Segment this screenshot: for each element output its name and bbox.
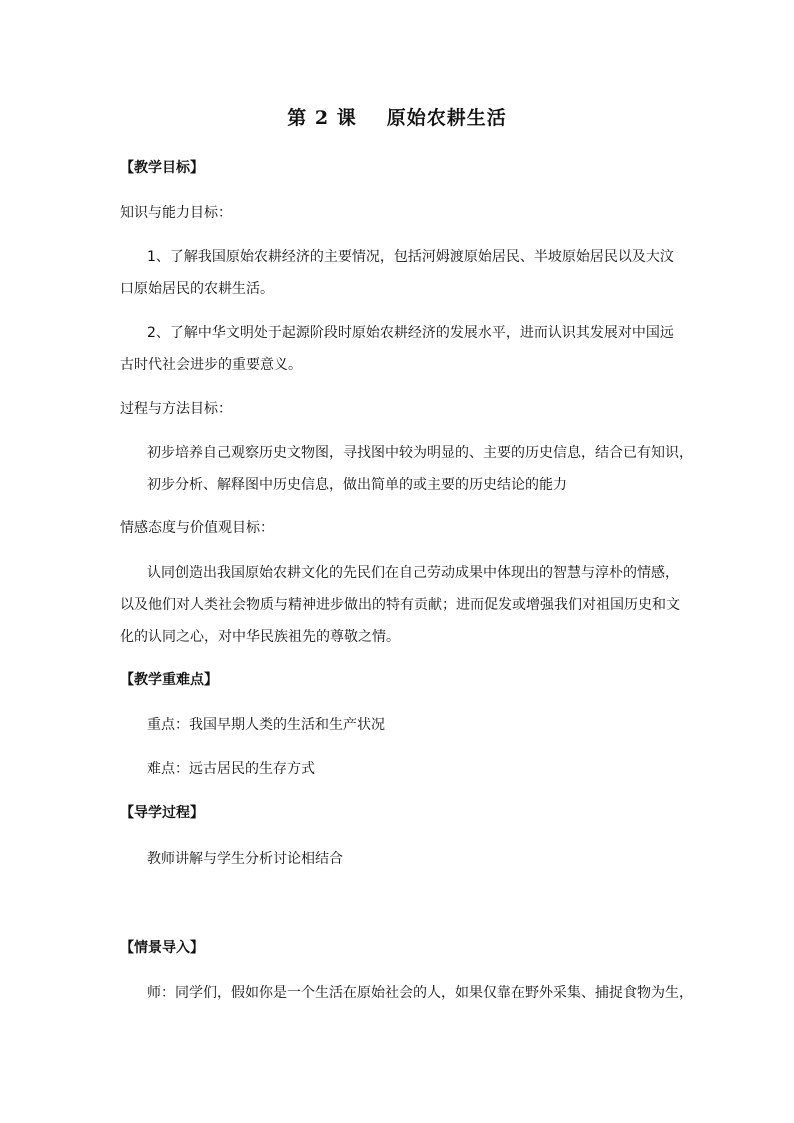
- process-heading: 过程与方法目标：: [120, 401, 232, 417]
- guide-text: 教师讲解与学生分析讨论相结合: [147, 851, 343, 867]
- emotion-line-3: 化的认同之心，对中华民族祖先的尊敬之情。: [120, 629, 400, 645]
- emotion-heading: 情感态度与价值观目标：: [120, 520, 274, 536]
- knowledge-item-2-line-2: 古时代社会进步的重要意义。: [120, 357, 302, 373]
- goals-heading: 【教学目标】: [120, 160, 204, 176]
- process-line-2: 初步分析、解释图中历史信息，做出简单的或主要的历史结论的能力: [147, 477, 567, 493]
- process-line-1: 初步培养自己观察历史文物图，寻找图中较为明显的、主要的历史信息，结合已有知识，: [147, 445, 693, 461]
- keypoint-text: 重点：我国早期人类的生活和生产状况: [147, 717, 385, 733]
- lesson-number: 第 2 课: [287, 107, 357, 129]
- emotion-line-1: 认同创造出我国原始农耕文化的先民们在自己劳动成果中体现出的智慧与淳朴的情感，: [147, 565, 679, 581]
- intro-text: 师：同学们，假如你是一个生活在原始社会的人，如果仅靠在野外采集、捕捉食物为生，: [147, 985, 693, 1001]
- knowledge-item-2-line-1: 2、了解中华文明处于起源阶段时原始农耕经济的发展水平，进而认识其发展对中国远: [147, 325, 674, 341]
- emotion-line-2: 以及他们对人类社会物质与精神进步做出的特有贡献；进而促发或增强我们对祖国历史和文: [120, 597, 680, 613]
- guide-heading: 【导学过程】: [120, 805, 204, 821]
- difficulty-text: 难点：远古居民的生存方式: [147, 761, 315, 777]
- intro-heading: 【情景导入】: [120, 940, 204, 956]
- knowledge-item-1-line-1: 1、了解我国原始农耕经济的主要情况，包括河姆渡原始居民、半坡原始居民以及大汶: [147, 249, 674, 265]
- keypoints-heading: 【教学重难点】: [120, 672, 218, 688]
- knowledge-heading: 知识与能力目标：: [120, 205, 232, 221]
- page-title: [0, 103, 794, 130]
- lesson-name: 原始农耕生活: [386, 107, 507, 129]
- knowledge-item-1-line-2: 口原始居民的农耕生活。: [120, 281, 274, 297]
